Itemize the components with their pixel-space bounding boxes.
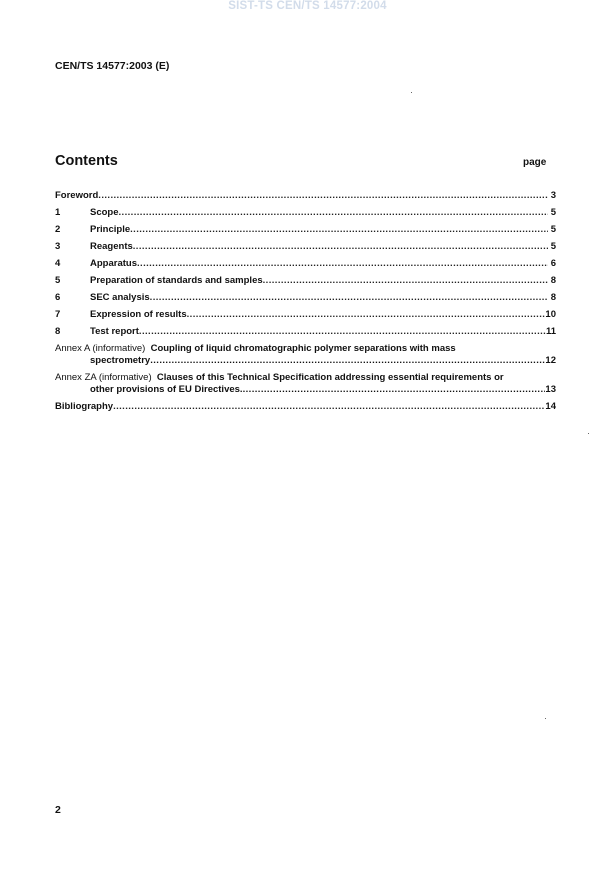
toc-entry-number: 8 <box>55 326 61 337</box>
leader-dots <box>137 258 548 269</box>
leader-dots <box>243 384 546 395</box>
toc-entry-number: 1 <box>55 207 61 218</box>
toc-entry-page: 6 <box>550 258 556 269</box>
toc-entry-number: 5 <box>55 275 61 286</box>
leader-dots <box>130 224 548 235</box>
toc-entry-sec-analysis[interactable] <box>55 292 556 309</box>
toc-entry-page: 3 <box>550 190 556 201</box>
toc-entry-title: Preparation of standards and samples <box>90 275 263 286</box>
toc-entry-title: Test report <box>90 326 139 337</box>
toc-entry-number: 7 <box>55 309 61 320</box>
toc-entry-title: Principle <box>90 224 131 235</box>
toc-entry-number: 4 <box>55 258 61 269</box>
toc-entry-title: SEC analysis <box>90 292 150 303</box>
annex-title-line1: Clauses of this Technical Specification addressing essential requirements or <box>156 372 504 383</box>
toc-entry-number: 3 <box>55 241 61 252</box>
leader-dots <box>150 355 545 366</box>
leader-dots <box>187 309 546 320</box>
page-number: 2 <box>55 804 61 816</box>
leader-dots <box>113 401 545 412</box>
toc-entry-title: Expression of results <box>90 309 187 320</box>
toc-entry-page: 8 <box>550 275 556 286</box>
toc-entry-foreword[interactable] <box>55 190 556 207</box>
toc-entry-page: 5 <box>550 224 556 235</box>
leader-dots <box>150 292 548 303</box>
toc-entry-apparatus[interactable] <box>55 258 556 275</box>
scan-speck <box>588 433 589 434</box>
annex-label: Annex ZA (informative) <box>55 372 152 383</box>
contents-heading: Contents <box>55 153 118 169</box>
toc-entry-page: 12 <box>545 355 556 366</box>
toc-entry-page: 8 <box>550 292 556 303</box>
document-identifier: CEN/TS 14577:2003 (E) <box>55 60 170 72</box>
toc-entry-title: Scope <box>90 207 119 218</box>
scan-speck <box>545 718 546 719</box>
toc-entry-scope[interactable] <box>55 207 556 224</box>
annex-title-line2: spectrometry <box>90 355 151 366</box>
annex-title-line2: other provisions of EU Directives. <box>90 384 243 395</box>
annex-label: Annex A (informative) <box>55 343 146 354</box>
toc-entry-page: 10 <box>545 309 556 320</box>
annex-title-line1: Coupling of liquid chromatographic polymer separations with mass <box>150 343 456 354</box>
toc-entry-reagents[interactable] <box>55 241 556 258</box>
table-of-contents <box>55 190 556 418</box>
toc-entry-page: 14 <box>545 401 556 412</box>
page-column-label: page <box>523 157 547 168</box>
toc-entry-number: 6 <box>55 292 61 303</box>
leader-dots <box>263 275 548 286</box>
toc-entry-title: Bibliography <box>55 401 114 412</box>
toc-entry-expression-of-results[interactable] <box>55 309 556 326</box>
leader-dots <box>133 241 548 252</box>
toc-entry-title: Foreword <box>55 190 99 201</box>
toc-entry-annex-a[interactable] <box>55 343 556 372</box>
toc-entry-page: 5 <box>550 241 556 252</box>
scan-speck <box>411 92 412 93</box>
watermark: SIST-TS CEN/TS 14577:2004 <box>228 0 387 12</box>
toc-entry-page: 11 <box>545 326 556 337</box>
toc-entry-test-report[interactable] <box>55 326 556 343</box>
toc-entry-preparation[interactable] <box>55 275 556 292</box>
toc-entry-annex-za[interactable] <box>55 372 556 401</box>
leader-dots <box>139 326 546 337</box>
toc-entry-page: 5 <box>550 207 556 218</box>
toc-entry-principle[interactable] <box>55 224 556 241</box>
toc-entry-title: Apparatus <box>90 258 137 269</box>
toc-entry-number: 2 <box>55 224 61 235</box>
toc-entry-title: Reagents <box>90 241 133 252</box>
toc-entry-bibliography[interactable] <box>55 401 556 418</box>
toc-entry-page: 13 <box>545 384 556 395</box>
leader-dots <box>98 190 548 201</box>
leader-dots <box>119 207 548 218</box>
